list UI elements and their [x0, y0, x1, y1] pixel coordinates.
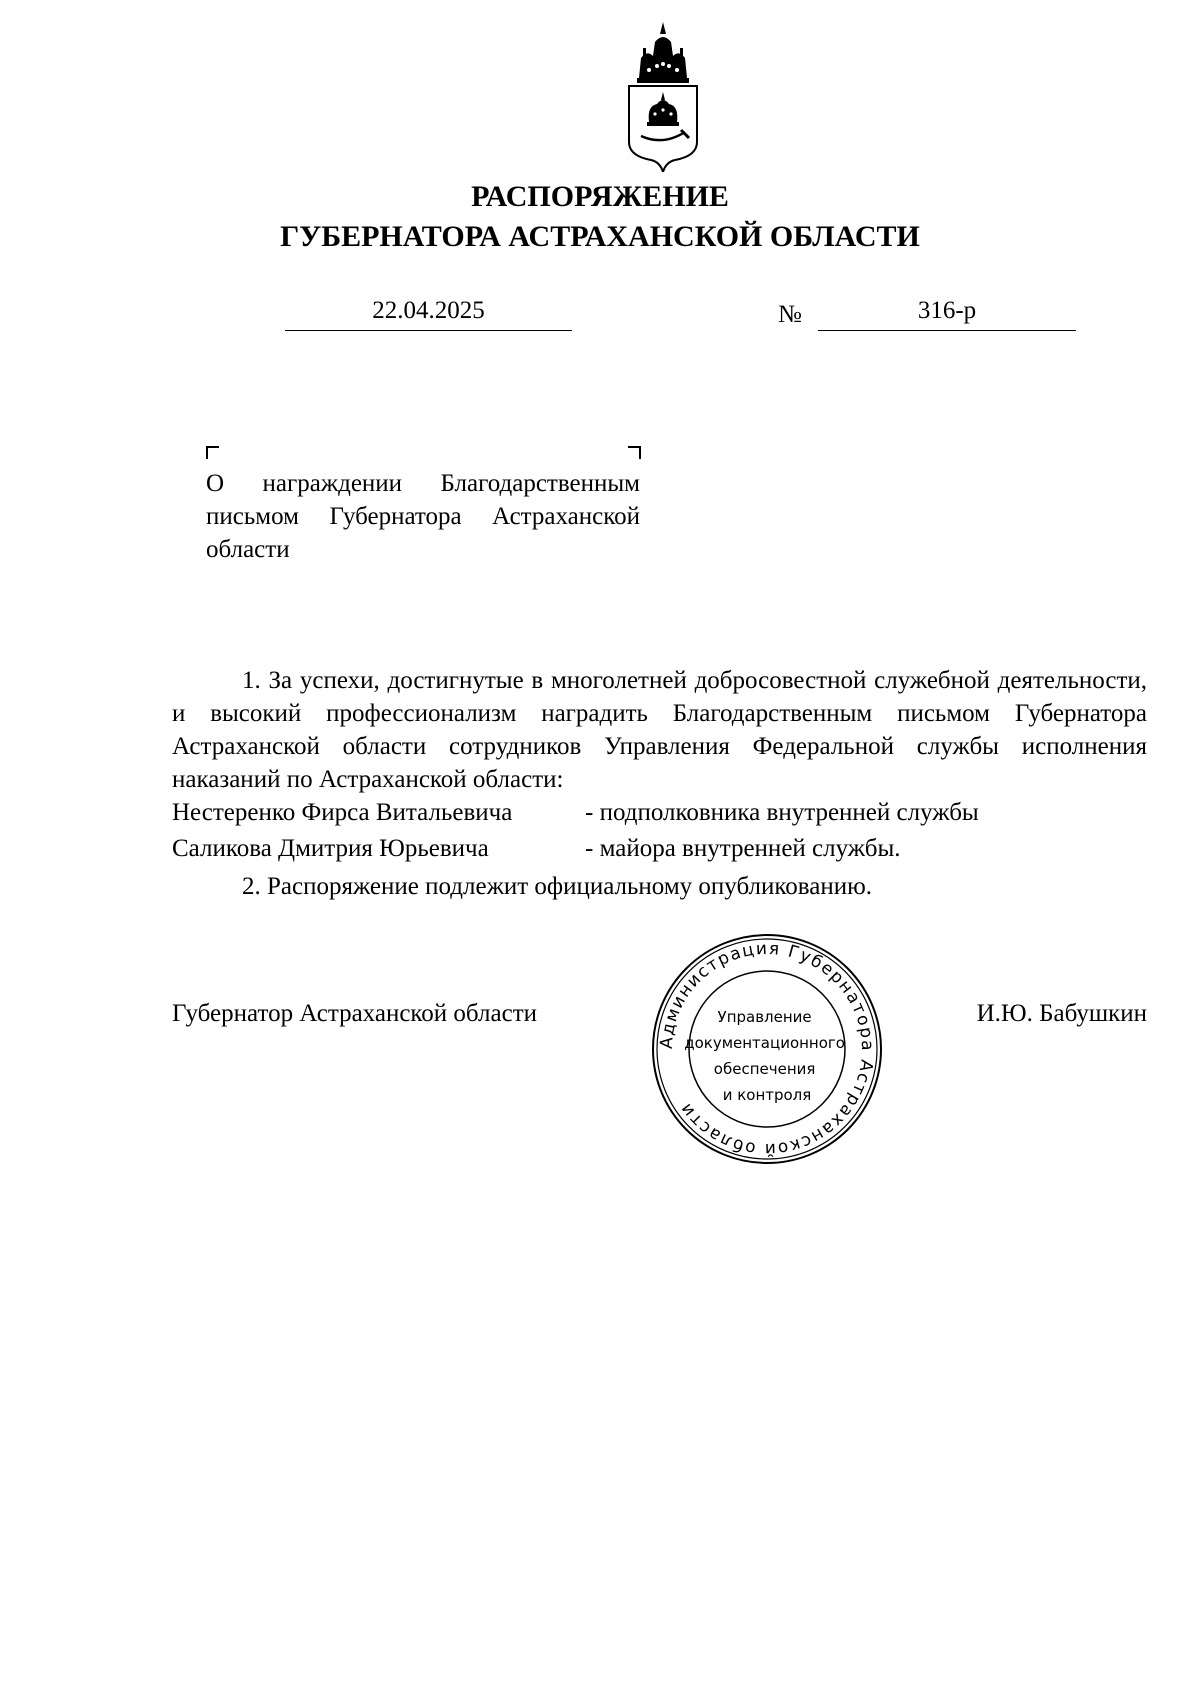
awardee-name: Нестеренко Фирса Витальевича [172, 799, 513, 826]
svg-text:Управление документационно [684, 1008, 850, 1104]
document-subject: О награждении Благодарственным письмом Губернатора Астраханской области [206, 470, 640, 563]
seal-inner-line: Управление [717, 1008, 812, 1026]
paragraph-2: 2. Распоряжение подлежит официальному опубликованию. [242, 873, 873, 900]
awardee-name: Саликова Дмитрия Юрьевича [172, 835, 489, 862]
official-seal-stamp [650, 932, 884, 1166]
document-title: РАСПОРЯЖЕНИЕ [471, 180, 729, 213]
document-number: 316-р [818, 296, 1076, 331]
number-label: № [778, 301, 802, 328]
signatory-title: Губернатор Астраханской области [172, 1000, 538, 1027]
coat-of-arms-icon [623, 20, 703, 172]
seal-inner-line: документационного [684, 1034, 845, 1052]
awardee-rank: - майора внутренней службы. [585, 835, 901, 862]
document-date: 22.04.2025 [285, 296, 572, 331]
seal-inner-line: и контроля [722, 1086, 812, 1104]
paragraph-1: 1. За успехи, достигнутые в многолетней добросовестной служебной деятельности, и высокий профессионализм наградить Благодарственным письмом Губернатора Астраханской области сотрудников Управления Федеральной службы исполнения наказаний по Астраханской области: [172, 667, 1147, 793]
seal-inner-line: обеспечения [713, 1060, 816, 1078]
corner-bracket-right [628, 446, 641, 459]
awardee-rank: - подполковника внутренней службы [585, 799, 979, 826]
signatory-name: И.Ю. Бабушкин [976, 1000, 1147, 1027]
seal-outer-text: Администрация Губернатора Астраханской области [656, 938, 878, 1160]
document-issuer: ГУБЕРНАТОРА АСТРАХАНСКОЙ ОБЛАСТИ [280, 220, 920, 253]
corner-bracket-left [206, 446, 219, 459]
